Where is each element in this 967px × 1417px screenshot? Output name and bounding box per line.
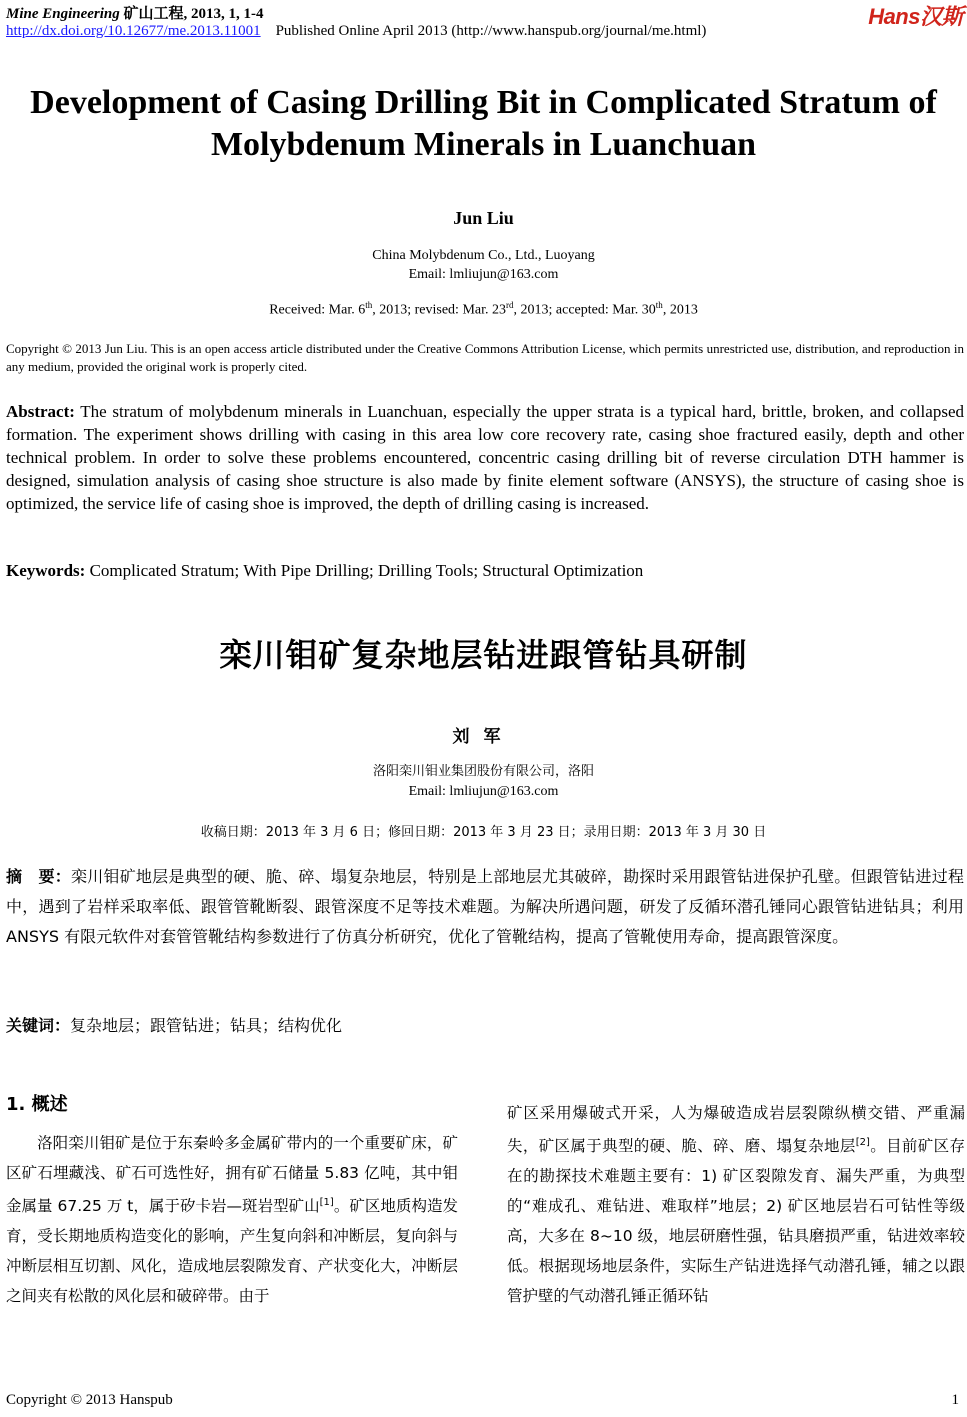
chinese-title: 栾川钼矿复杂地层钻进跟管钻具研制 bbox=[219, 636, 748, 674]
body-column-right: 矿区采用爆破式开采，人为爆破造成岩层裂隙纵横交错、严重漏失，矿区属于典型的硬、脆、碎、磨、塌复杂地层[2]。目前矿区存在的勘探技术难题主要有：1) 矿区裂隙发育、漏失严重，为典型的“难成孔、难钻进、难取样”地层；2) 矿区地层岩石可钻性等级高，大多在 8~10 级，地层研磨性强，钻具磨损严重，钻进效率较低。根据现场地层条件，实际生产钻进选择气动潜孔锤，辅之以跟管护壁的气动潜孔锤正循环钻 bbox=[507, 1104, 965, 1306]
keywords-text: Complicated Stratum; With Pipe Drilling; Drilling Tools; Structural Optimization bbox=[85, 561, 644, 580]
title-line-2: Molybdenum Minerals in Luanchuan bbox=[210, 126, 757, 163]
hans-logo: Hans汉斯 bbox=[868, 4, 963, 29]
article-dates: Received: Mar. 6th, 2013; revised: Mar. 23rd, 2013; accepted: Mar. 30th, 2013 bbox=[269, 300, 698, 318]
footer-copyright: Copyright © 2013 Hanspub bbox=[6, 1392, 173, 1408]
chinese-affiliation-block bbox=[0, 762, 967, 802]
abstract-text: The stratum of molybdenum minerals in Luanchuan, especially the upper strata is a typical hard, brittle, broken, and collapsed formation. The experiment shows drilling with casing in this area low core recovery rate, casing shoe fractured easily, depth and other technical problem. In order to solve these problems encountered, concentric casing drilling bit of reverse circulation DTH hammer is designed, simulation analysis of casing shoe structure is also made by finite element software (ANSYS), the structure of casing shoe is optimized, the service life of casing shoe is improved, the depth of drilling casing is increased. bbox=[6, 402, 964, 513]
chinese-dates: 收稿日期：2013 年 3 月 6 日；修回日期：2013 年 3 月 23 日；录用日期：2013 年 3 月 30 日 bbox=[200, 825, 767, 840]
chinese-abstract-label: 摘 要： bbox=[6, 867, 71, 886]
doi-link[interactable]: http://dx.doi.org/10.12677/me.2013.11001 bbox=[6, 23, 261, 39]
affiliation-block bbox=[0, 246, 967, 284]
keywords-en bbox=[6, 561, 964, 581]
body-column-left: 洛阳栾川钼矿是位于东秦岭多金属矿带内的一个重要矿床，矿区矿石埋藏浅、矿石可选性好，拥有矿石储量 5.83 亿吨，其中钼金属量 67.25 万 t，属于矽卡岩—斑岩型矿山[1]。矿区地质构造发育，受长期地质构造变化的影响，产生复向斜和冲断层，复向斜与冲断层相互切割、风化，造成地层裂隙发育、产状变化大，冲断层之间夹有松散的风化层和破碎带。由于 bbox=[6, 1134, 458, 1306]
keywords-cn bbox=[6, 1013, 964, 1036]
copyright-notice: Copyright © 2013 Jun Liu. This is an open access article distributed under the Creative Commons Attribution License, which permits unrestricted use, distribution, and reproduction in any medium, provided the original work is properly cited. bbox=[6, 341, 964, 374]
author-email: Email: lmliujun@163.com bbox=[408, 267, 559, 282]
chinese-email: Email: lmliujun@163.com bbox=[408, 784, 559, 799]
title-line-1: Development of Casing Drilling Bit in Complicated Stratum of bbox=[30, 84, 937, 121]
keywords-label: Keywords: bbox=[6, 561, 86, 580]
citation-2[interactable]: [2] bbox=[855, 1137, 870, 1148]
journal-name: Mine Engineering bbox=[6, 6, 120, 22]
published-online: Published Online April 2013 (http://www.hanspub.org/journal/me.html) bbox=[275, 23, 707, 39]
affiliation: China Molybdenum Co., Ltd., Luoyang bbox=[372, 248, 595, 263]
journal-header bbox=[6, 2, 264, 23]
chinese-abstract-text: 栾川钼矿地层是典型的硬、脆、碎、塌复杂地层，特别是上部地层尤其破碎，勘探时采用跟管钻进保护孔壁。但跟管钻进过程中，遇到了岩样采取率低、跟管管靴断裂、跟管深度不足等技术难题。为解决所遇问题，研发了反循环潜孔锤同心跟管钻进钻具；利用 ANSYS 有限元软件对套管管靴结构参数进行了仿真分析研究，优化了管靴结构，提高了管靴使用寿命，提高跟管深度。 bbox=[6, 867, 964, 946]
doi-line bbox=[6, 23, 706, 40]
abstract-en bbox=[6, 400, 964, 515]
chinese-keywords-label: 关键词： bbox=[6, 1016, 71, 1035]
author-name: Jun Liu bbox=[453, 208, 514, 228]
page-number: 1 bbox=[951, 1392, 959, 1408]
chinese-author: 刘军 bbox=[452, 727, 515, 747]
section-heading: 1. 概述 bbox=[6, 1094, 68, 1115]
abstract-label: Abstract: bbox=[6, 402, 75, 421]
paper-title bbox=[0, 82, 967, 166]
chinese-keywords-text: 复杂地层；跟管钻进；钻具；结构优化 bbox=[70, 1016, 343, 1035]
journal-info: 矿山工程, 2013, 1, 1-4 bbox=[119, 6, 264, 22]
abstract-cn bbox=[6, 862, 964, 952]
citation-1[interactable]: [1] bbox=[319, 1197, 334, 1208]
chinese-affiliation: 洛阳栾川钼业集团股份有限公司，洛阳 bbox=[372, 764, 594, 779]
